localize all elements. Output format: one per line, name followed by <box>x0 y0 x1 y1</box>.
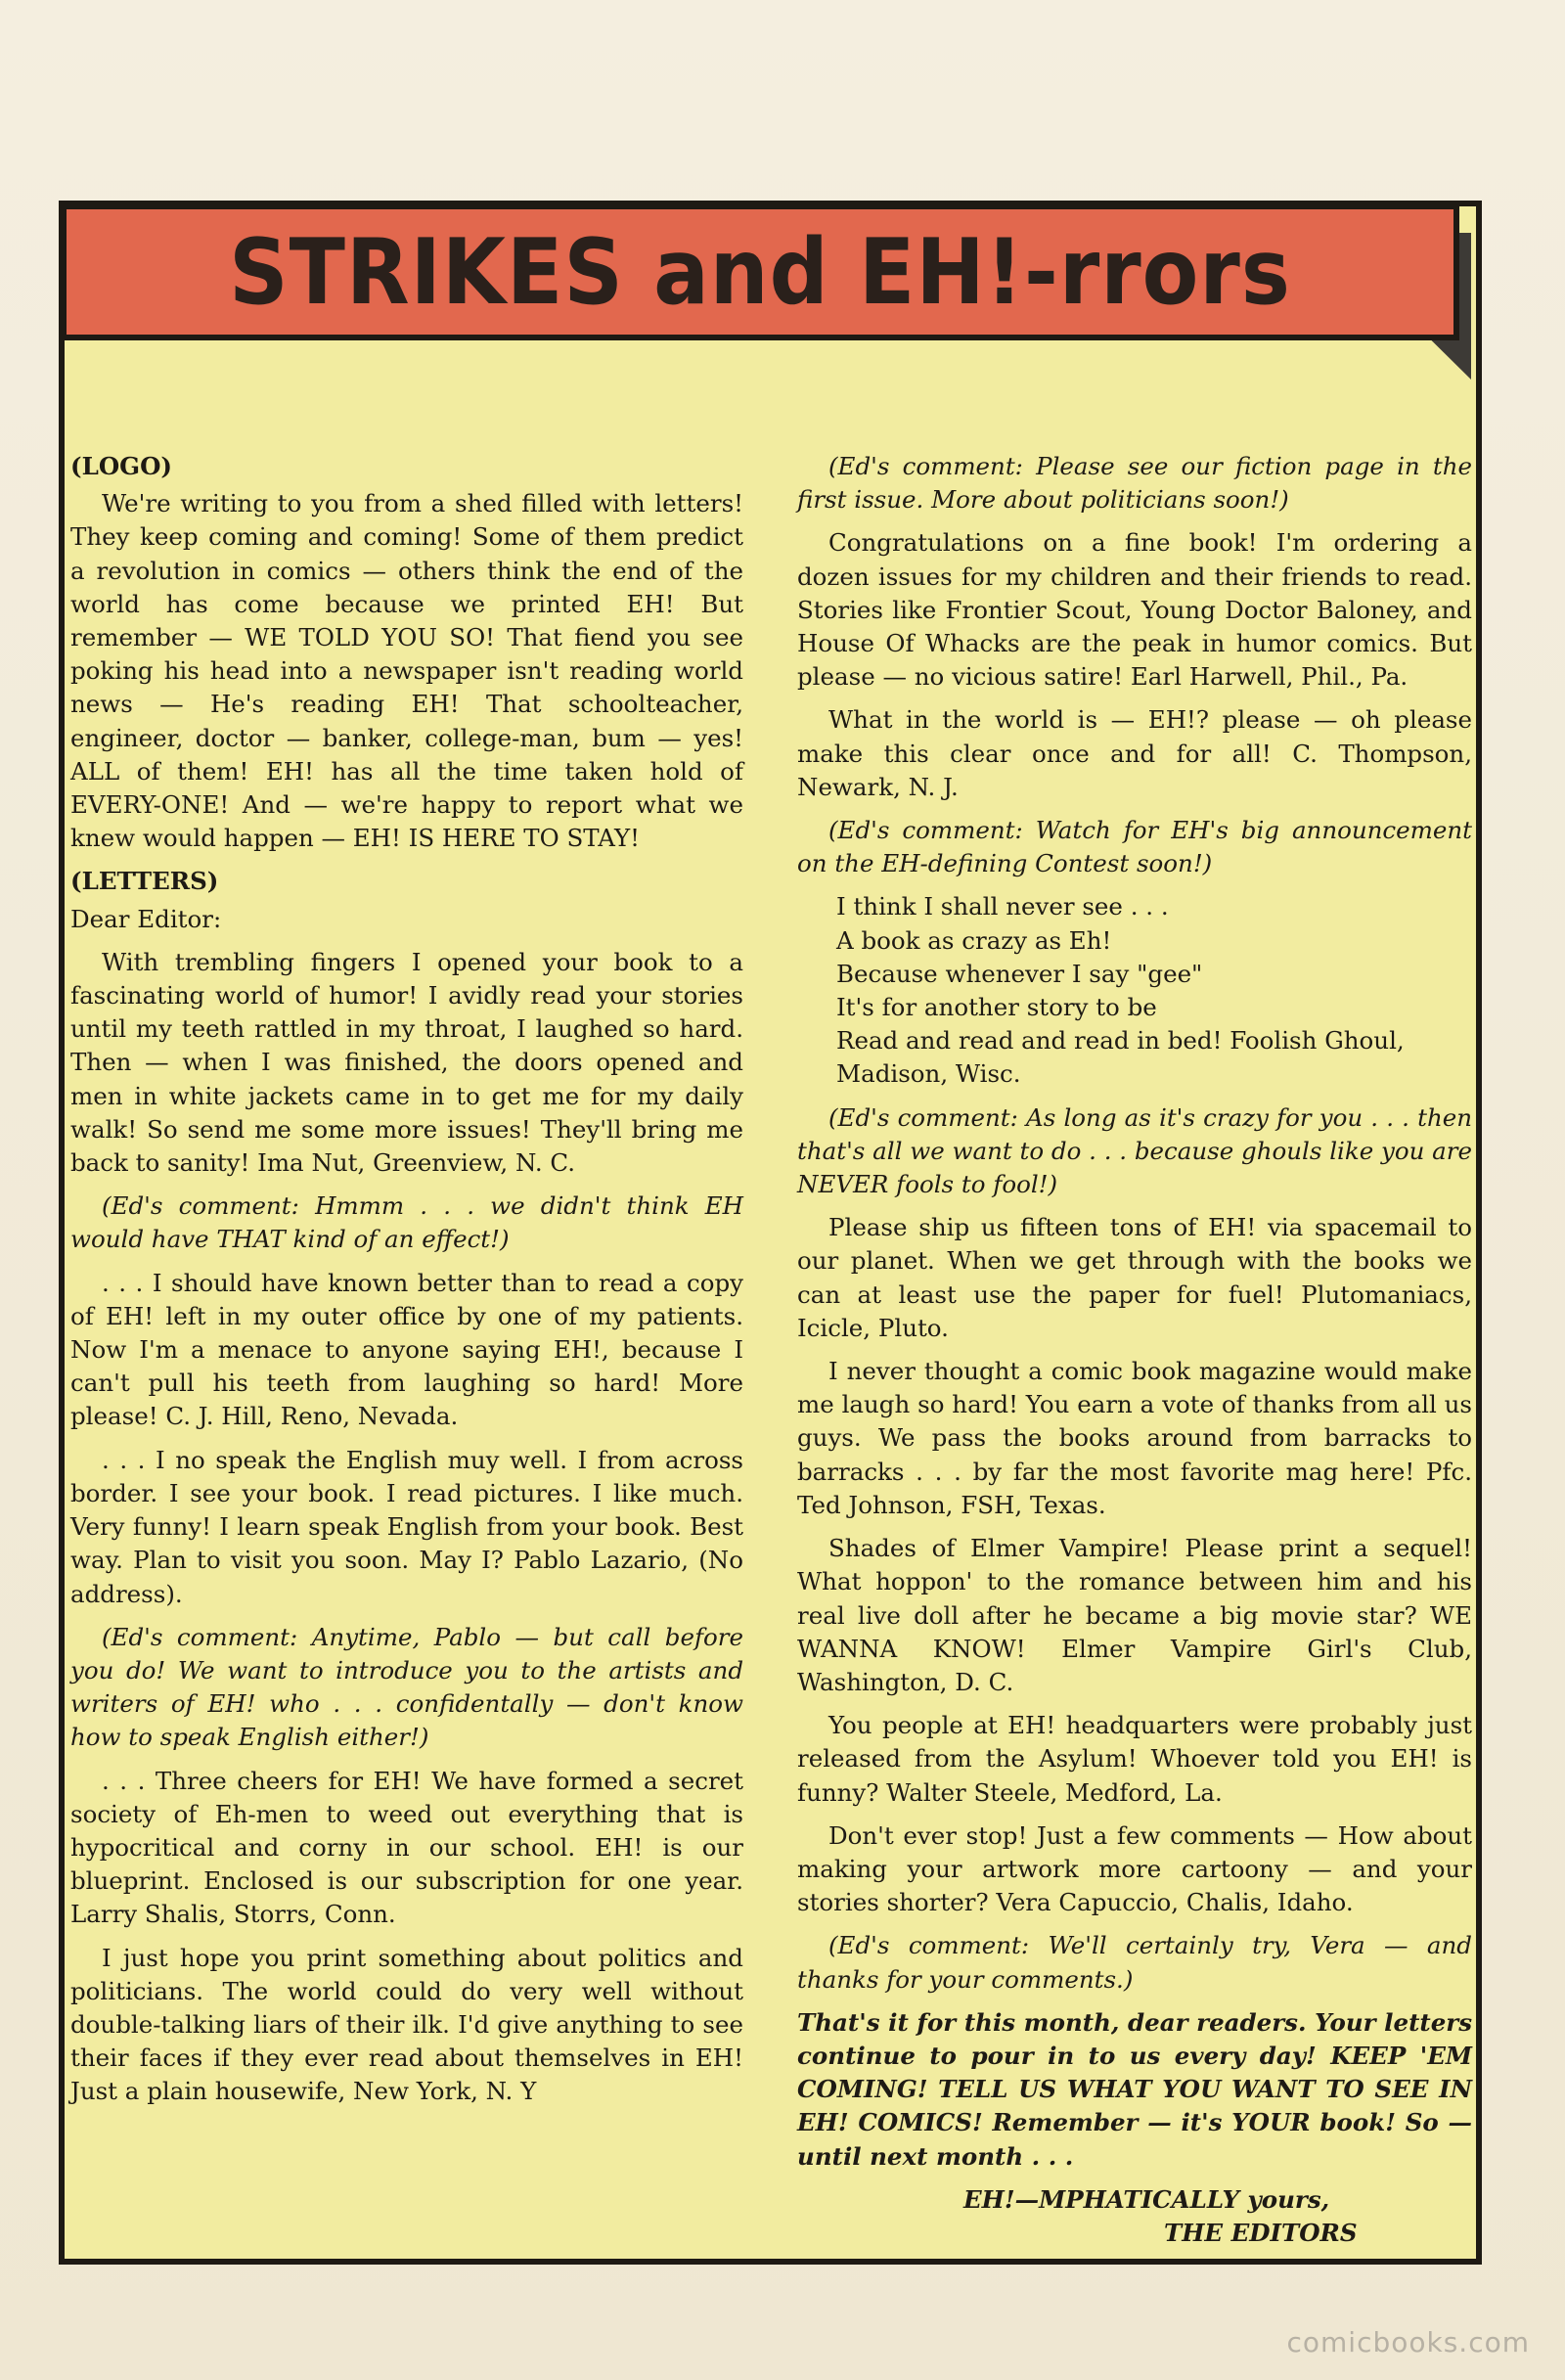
left-column <box>70 450 743 2119</box>
letter: Don't ever stop! Just a few comments — How about making your artwork more cartoony — and your stories shorter? Vera Capuccio, Chalis, Idaho. <box>797 1820 1472 1917</box>
closing-note: That's it for this month, dear readers. Your letters continue to pour in to us every day! KEEP 'EM COMING! TELL US WHAT YOU WANT TO SEE IN EH! COMICS! Remember — it's YOUR book! So — until next month . . . <box>797 2007 1472 2171</box>
letter: Shades of Elmer Vampire! Please print a sequel! What hoppon' to the romance between him and his real live doll after he became a big movie star? WE WANNA KNOW! Elmer Vampire Girl's Club, Washington, D. C. <box>797 1534 1472 1696</box>
poem-line: A book as crazy as Eh! <box>836 925 1112 955</box>
poem-line: It's for another story to be <box>836 993 1157 1022</box>
letter: I never thought a comic book magazine would make me laugh so hard! You earn a vote of thanks from all us guys. We pass the books around from barracks to barracks . . . by far the most favorite mag here! Pfc. Ted Johnson, FSH, Texas. <box>797 1357 1472 1519</box>
editor-comment: (Ed's comment: Hmmm . . . we didn't think EH would have THAT kind of an effect!) <box>70 1191 743 1254</box>
poem-line: Read and read and read in bed! Foolish Ghoul, Madison, Wisc. <box>836 1026 1405 1089</box>
letter: . . . I no speak the English muy well. I from across border. I see your book. I read pictures. I like much. Very funny! I learn speak English from your book. Best way. Plan to visit you soon. May I? Pablo Lazario, (No address). <box>70 1445 743 1608</box>
poem-line: Because whenever I say "gee" <box>836 959 1203 988</box>
logo-paragraph: We're writing to you from a shed filled with letters! They keep coming and coming! Some of them predict a revolution in comics — others think the end of the world has come because we printed EH! But remember — WE TOLD YOU SO! That fiend you see poking his head into a newspaper isn't reading world news — He's reading EH! That schoolteacher, engineer, doctor — banker, college-man, bum — yes! ALL of them! EH! has all the time taken hold of EVERY-ONE! And — we're happy to report what we knew would happen — EH! IS HERE TO STAY! <box>70 489 743 853</box>
editor-comment: (Ed's comment: As long as it's crazy for you . . . then that's all we want to do . . . because ghouls like you are NEVER fools to fool!) <box>797 1102 1472 1199</box>
poem-line: I think I shall never see . . . <box>836 892 1169 921</box>
letter: Please ship us fifteen tons of EH! via spacemail to our planet. When we get through with the books we can at least use the paper for fuel! Plutomaniacs, Icicle, Pluto. <box>797 1213 1472 1342</box>
letters-heading: (LETTERS) <box>70 867 219 896</box>
letter: . . . Three cheers for EH! We have formed a secret society of Eh-men to weed out everything that is hypocritical and corny in our school. EH! is our blueprint. Enclosed is our subscription for one year. Larry Shalis, Storrs, Conn. <box>70 1766 743 1929</box>
title-banner <box>61 203 1459 340</box>
page-title: STRIKES and EH!-rrors <box>229 219 1291 325</box>
letter: You people at EH! headquarters were probably just released from the Asylum! Whoever told you EH! is funny? Walter Steele, Medford, La. <box>797 1711 1472 1807</box>
signature: THE EDITORS <box>1164 2218 1358 2247</box>
right-column <box>797 450 1472 2260</box>
editor-comment: (Ed's comment: Anytime, Pablo — but call before you do! We want to introduce you to the artists and writers of EH! who . . . confidentally — don't know how to speak English either!) <box>70 1622 743 1752</box>
letter: I just hope you print something about politics and politicians. The world could do very well without double-talking liars of their ilk. I'd give anything to see their faces if they ever read about themselves in EH! Just a plain housewife, New York, N. Y <box>70 1943 743 2106</box>
watermark: comicbooks.com <box>1286 2326 1530 2358</box>
editor-comment: (Ed's comment: We'll certainly try, Vera — and thanks for your comments.) <box>797 1931 1472 1994</box>
editor-comment: (Ed's comment: Please see our fiction page in the first issue. More about politicians soon!) <box>797 452 1472 515</box>
letter: With trembling fingers I opened your book to a fascinating world of humor! I avidly read your stories until my teeth rattled in my throat, I laughed so hard. Then — when I was finished, the doors opened and men in white jackets came in to get me for my daily walk! So send me some more issues! They'll bring me back to sanity! Ima Nut, Greenview, N. C. <box>70 947 743 1178</box>
letter: What in the world is — EH!? please — oh please make this clear once and for all! C. Thompson, Newark, N. J. <box>797 705 1472 801</box>
salutation: Dear Editor: <box>70 904 222 933</box>
editor-comment: (Ed's comment: Watch for EH's big announcement on the EH-defining Contest soon!) <box>797 816 1472 878</box>
letter: . . . I should have known better than to read a copy of EH! left in my outer office by one of my patients. Now I'm a menace to anyone saying EH!, because I can't pull his teeth from laughing so hard! More please! C. J. Hill, Reno, Nevada. <box>70 1268 743 1431</box>
signoff: EH!—MPHATICALLY yours, <box>963 2184 1330 2214</box>
logo-heading: (LOGO) <box>70 452 173 480</box>
letter: Congratulations on a fine book! I'm ordering a dozen issues for my children and their friends to read. Stories like Frontier Scout, Young Doctor Baloney, and House Of Whacks are the peak in humor comics. But please — no vicious satire! Earl Harwell, Phil., Pa. <box>797 528 1472 692</box>
